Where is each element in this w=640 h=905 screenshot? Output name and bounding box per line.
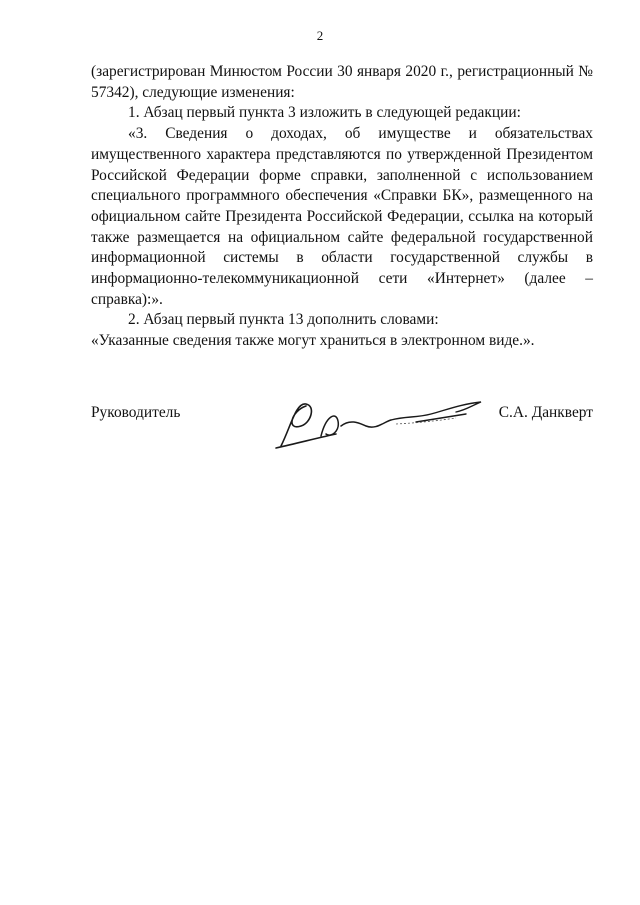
signatory-name: С.А. Данкверт — [498, 404, 593, 421]
document-body — [91, 62, 593, 352]
handwritten-signature — [266, 396, 506, 456]
paragraph-item-3-text: «3. Сведения о доходах, об имуществе и обязательствах имущественного характера представляются по утвержденной Президентом Российской Федерации форме справки, заполненной с использованием специального программного обеспечения «Справки БК», размещенного на официальном сайте Президента Российской Федерации, ссылка на который также размещается на официальном сайте федеральной государственной информационной системы в области государственной службы в информационно-телекоммуникационной сети «Интернет» (далее – справка):». — [91, 125, 593, 308]
paragraph-item-1: 1. Абзац первый пункта 3 изложить в следующей редакции: — [128, 104, 521, 122]
signature-block — [91, 396, 593, 466]
page-number: 2 — [316, 28, 324, 43]
signatory-title: Руководитель — [91, 404, 181, 421]
paragraph-item-13-text: «Указанные сведения также могут храниться в электронном виде.». — [91, 332, 535, 350]
paragraph-item-2: 2. Абзац первый пункта 13 дополнить словами: — [128, 311, 439, 329]
paragraph-registration: (зарегистрирован Минюстом России 30 января 2020 г., регистрационный № 57342), следующие изменения: — [91, 63, 593, 101]
